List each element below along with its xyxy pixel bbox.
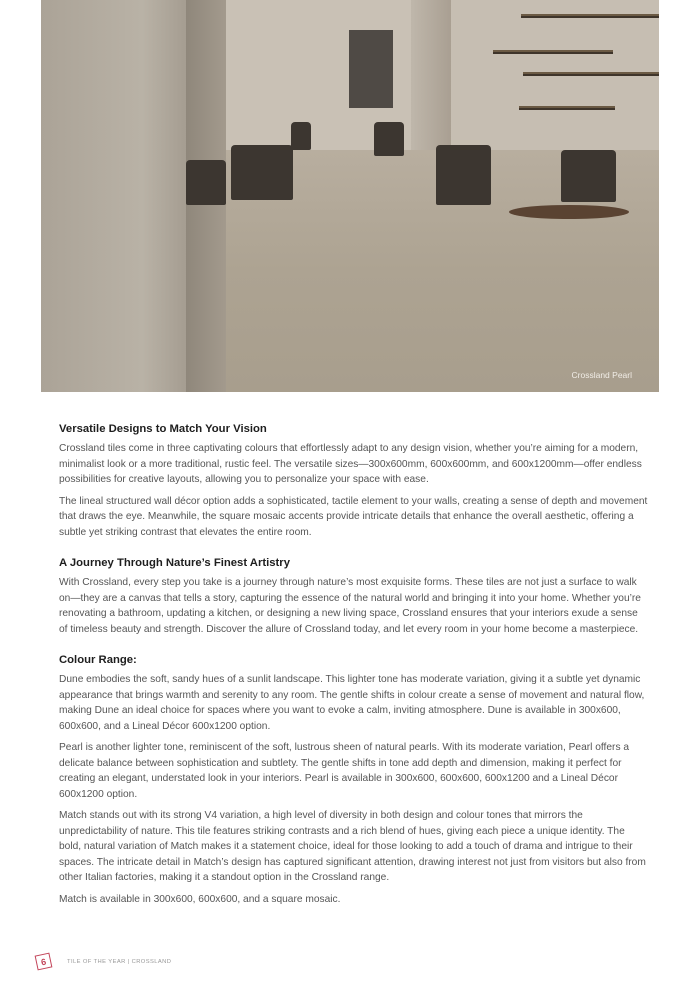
shelf (523, 72, 659, 76)
page-footer (36, 954, 171, 969)
shelf (519, 106, 615, 110)
paragraph: Dune embodies the soft, sandy hues of a sunlit landscape. This lighter tone has moderate variation, giving it a subtle yet dynamic appearance that brings warmth and serenity to any room. The gentle shifts in colour create a sense of movement and natural flow, making Dune an ideal choice for spaces where you want to evoke a calm, inviting atmosphere. Dune is available in 300x600, 600x600, and a Lineal Décor 600x1200 option. (59, 674, 645, 732)
paragraph: Crossland tiles come in three captivating colours that effortlessly adapt to any design vision, whether you’re aiming for a modern, minimalist look or a more traditional, rustic feel. The versatile sizes—300x600mm, 600x600mm, and 600x1200mm—offer endless possibilities for creative layouts, allowing you to personalize your space with ease. (59, 443, 642, 485)
shelf (521, 14, 659, 18)
paragraph: Match is available in 300x600, 600x600, and a square mosaic. (59, 893, 341, 905)
armchair (231, 145, 293, 200)
armchair (436, 145, 491, 205)
hero-photo (41, 0, 659, 392)
coffee-table (509, 205, 629, 219)
concrete-wall (41, 0, 186, 392)
paragraph: The lineal structured wall décor option adds a sophisticated, tactile element to your walls, creating a sense of depth and movement that draws the eye. Meanwhile, the square mosaic accents provide intricate details that enhance the overall aesthetic, offering a subtle yet striking contrast that elevates the entire room. (59, 495, 648, 538)
paragraph: With Crossland, every step you take is a journey through nature’s most exquisite forms. These tiles are not just a surface to walk on—they are a canvas that tells a story, capturing the essence of the natural world and bringing it into your home. Whether you’re renovating a bathroom, updating a kitchen, or designing a new living space, Crossland ensures that your interiors exude a sense of timeless beauty and strength. Discover the allure of Crossland today, and let every room in your home become a masterpiece. (59, 577, 641, 635)
armchair (374, 122, 404, 156)
paragraph: Pearl is another lighter tone, reminiscent of the soft, lustrous sheen of natural pearls. With its moderate variation, Pearl offers a delicate balance between sophistication and subtlety. The gentle shifts in tone add depth and dimension, making it perfect for creating an elegant, understated look in your interiors. Pearl is available in 300x600, 600x600, 600x1200 and a Lineal Décor 600x1200 option. (59, 742, 630, 800)
armchair (561, 150, 616, 202)
footer-text: TILE OF THE YEAR | CROSSLAND (67, 958, 172, 965)
photo-caption: Crossland Pearl (571, 370, 632, 380)
armchair (186, 160, 226, 205)
section-heading: Versatile Designs to Match Your Vision (59, 423, 267, 435)
page-number: 6 (35, 953, 53, 971)
wall-art (349, 30, 393, 108)
shelf (493, 50, 613, 54)
section-heading: Colour Range: (59, 654, 137, 666)
section-heading: A Journey Through Nature’s Finest Artistry (59, 557, 290, 569)
armchair (291, 122, 311, 150)
paragraph: Match stands out with its strong V4 variation, a high level of diversity in both design and colour tones that mirrors the unpredictability of nature. This tile features striking contrasts and a rich blend of hues, giving each piece a unique identity. The bold, natural variation of Match makes it a statement choice, ideal for those looking to add a touch of drama and intrigue to their spaces. The intricate detail in Match’s design has captured significant attention, drawing interest not just from visitors but also from other Italian factories, making it a standout option in the Crossland range. (59, 810, 646, 883)
article-body (59, 422, 649, 913)
